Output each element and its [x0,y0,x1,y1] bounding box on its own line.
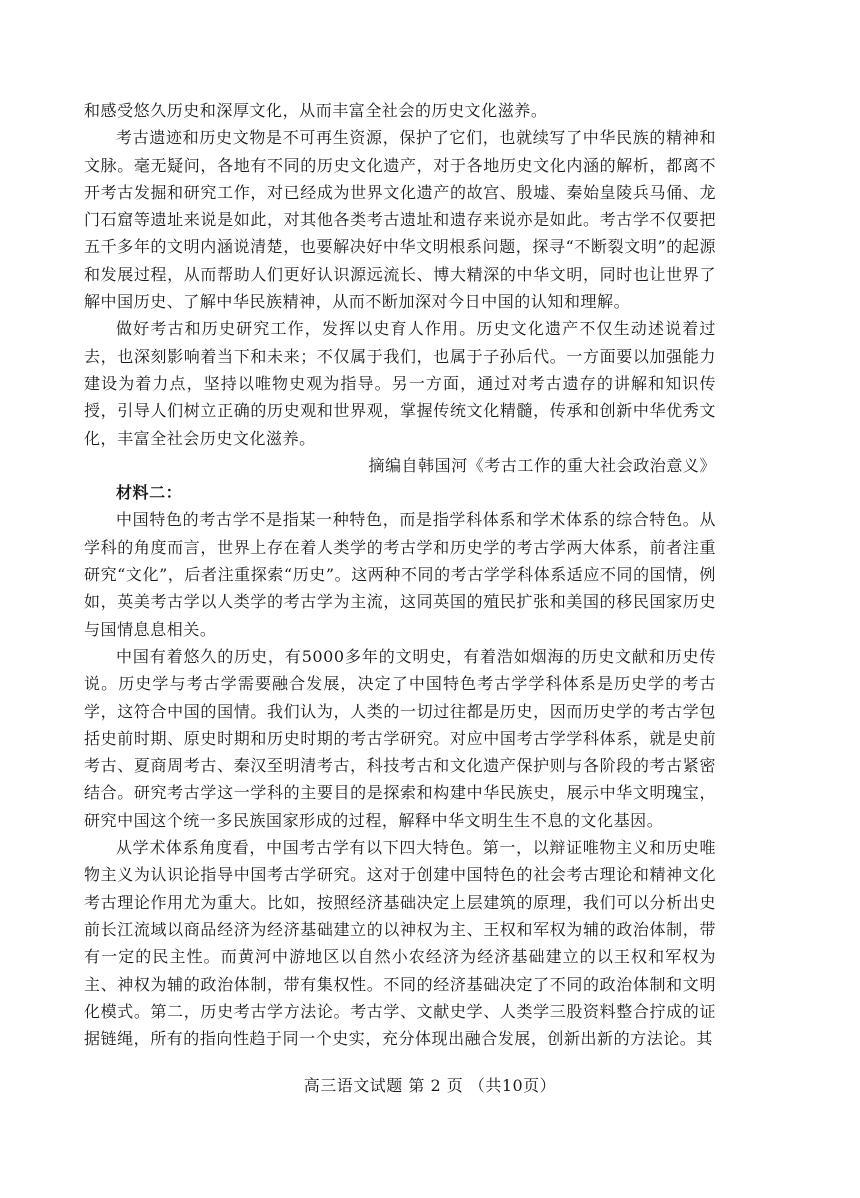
paragraph: 从学术体系角度看，中国考古学有以下四大特色。第一，以辩证唯物主义和历史唯物主义为认识论指导中国考古学研究。这对于创建中国特色的社会考古理论和精神文化考古理论作用尤为重大。比如，按照经济基础决定上层建筑的原理，我们可以分析出史前长江流域以商品经济为经济基础建立的以神权为主、王权和军权为辅的政治体制，带有一定的民主性。而黄河中游地区以自然小农经济为经济基础建立的以王权和军权为主、神权为辅的政治体制，带有集权性。不同的经济基础决定了不同的政治体制和文明化模式。第二，历史考古学方法论。考古学、文献史学、人类学三股资料整合拧成的证据链绳，所有的指向性趋于同一个史实，充分体现出融合发展，创新出新的方法论。其 [84,838,716,1049]
section-heading: 材料二： [116,483,183,503]
paragraph: 做好考古和历史研究工作，发挥以史育人作用。历史文化遗产不仅生动述说着过去，也深刻影响着当下和未来；不仅属于我们，也属于子孙后代。一方面要以加强能力建设为着力点，坚持以唯物史观为指导。另一方面，通过对考古遗存的讲解和知识传授，引导人们树立正确的历史观和世界观，掌握传统文化精髓，传承和创新中华优秀文化，丰富全社会历史文化滋养。 [84,319,716,448]
document-body [84,97,716,1052]
paragraph: 中国有着悠久的历史，有5000多年的文明史，有着浩如烟海的历史文献和历史传说。历史学与考古学需要融合发展，决定了中国特色考古学学科体系是历史学的考古学，这符合中国的国情。我们认为，人类的一切过往都是历史，因而历史学的考古学包括史前时期、原史时期和历史时期的考古学研究。对应中国考古学学科体系，就是史前考古、夏商周考古、秦汉至明清考古，科技考古和文化遗产保护则与各阶段的考古紧密结合。研究考古学这一学科的主要目的是探索和构建中华民族史，展示中华文明瑰宝，研究中国这个统一多民族国家形成的过程，解释中华文明生生不息的文化基因。 [84,646,716,830]
page-footer: 高三语文试题 第 2 页 （共10页） [303,1076,557,1095]
paragraph: 中国特色的考古学不是指某一种特色，而是指学科体系和学术体系的综合特色。从学科的角度而言，世界上存在着人类学的考古学和历史学的考古学两大体系，前者注重研究“文化”，后者注重探索“历史”。这两种不同的考古学学科体系适应不同的国情，例如，英美考古学以人类学的考古学为主流，这同英国的殖民扩张和美国的移民国家历史与国情息息相关。 [84,510,716,639]
paragraph: 和感受悠久历史和深厚文化，从而丰富全社会的历史文化滋养。 [84,101,548,120]
source-note: 摘编自韩国河《考古工作的重大社会政治意义》 [368,455,716,475]
paragraph: 考古遗迹和历史文物是不可再生资源，保护了它们，也就续写了中华民族的精神和文脉。毫无疑问，各地有不同的历史文化遗产，对于各地历史文化内涵的解析，都离不开考古发掘和研究工作，对已经成为世界文化遗产的故宫、殷墟、秦始皇陵兵马俑、龙门石窟等遗址来说是如此，对其他各类考古遗址和遗存来说亦是如此。考古学不仅要把五千多年的文明内涵说清楚，也要解决好中华文明根系问题，探寻“不断裂文明”的起源和发展过程，从而帮助人们更好认识源远流长、博大精深的中华文明，同时也让世界了解中国历史、了解中华民族精神，从而不断加深对今日中国的认知和理解。 [84,128,716,312]
